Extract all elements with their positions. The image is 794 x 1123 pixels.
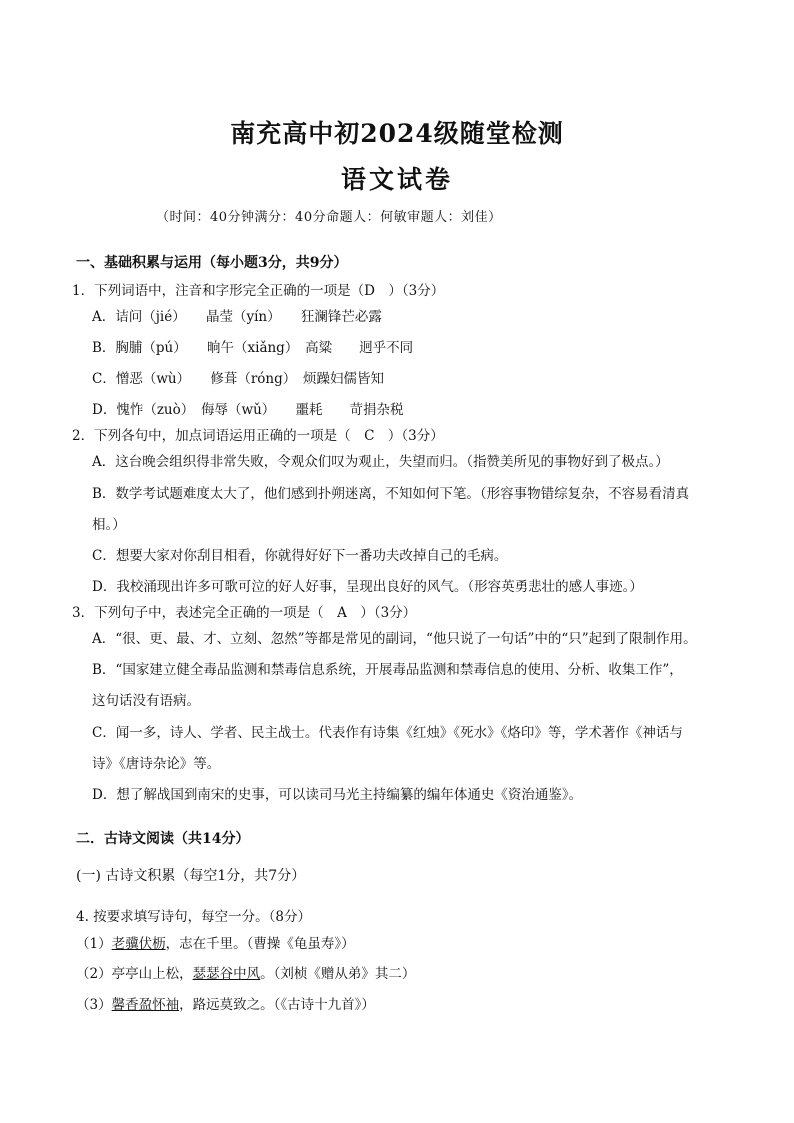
q3-stem: 3．下列句子中，表述完全正确的一项是（ A ）（3分）	[72, 605, 417, 621]
section2-subheading: (一) 古诗文积累（每空1分，共7分）	[76, 868, 306, 884]
q3-option-b-line1: B．“国家建立健全毒品监测和禁毒信息系统，开展毒品监测和禁毒信息的使用、分析、收集工作”，	[92, 662, 683, 678]
q1-option-c: C．憎恶（wù） 修葺（róng） 烦躁妇儒皆知	[92, 371, 384, 387]
q4-line-2-answer: 瑟瑟谷中风	[192, 966, 261, 982]
q4-line-1-prefix: （1）	[76, 936, 112, 952]
q1-option-a: A．诘问（jié） 晶莹（yín） 狂澜锋芒必露	[92, 309, 382, 325]
q4-line-2-prefix: （2）亭亭山上松，	[76, 966, 193, 982]
q4-line-2	[76, 962, 415, 982]
exam-title: 南充高中初2024级随堂检测	[230, 119, 564, 148]
q1-stem: 1．下列词语中，注音和字形完全正确的一项是（D ）（3分）	[72, 283, 445, 299]
q2-option-b-line2: 相。）	[92, 517, 126, 533]
q2-option-d: D．我校涌现出许多可歌可泣的好人好事，呈现出良好的风气。（形容英勇悲壮的感人事迹。）	[92, 579, 643, 595]
q4-stem: 4. 按要求填写诗句，每空一分。（8分）	[76, 909, 312, 925]
q2-option-b-line1: B．数学考试题难度太大了，他们感到扑朔迷离，不知如何下笔。（形容事物错综复杂，不容易看清真	[92, 486, 690, 502]
q2-stem: 2．下列各句中，加点词语运用正确的一项是（ C ）（3分）	[72, 428, 444, 444]
q3-option-d: D．想了解战国到南宋的史事，可以读司马光主持编纂的编年体通史《资治通鉴》。	[92, 787, 583, 803]
q4-line-1-suffix: ，志在千里。（曹操《龟虽寿》）	[165, 936, 355, 952]
q4-line-3-answer: 馨香盈怀袖	[111, 997, 180, 1013]
section2-heading: 二．古诗文阅读（共14分）	[76, 831, 250, 847]
q3-option-c-line1: C．闻一多，诗人、学者、民主战士。代表作有诗集《红烛》《死水》《烙印》等，学术著作《神话与	[92, 725, 683, 741]
exam-subtitle: 语文试卷	[340, 165, 453, 194]
q4-line-3-suffix: ，路远莫致之。（《古诗十九首》）	[179, 997, 375, 1013]
q4-line-3	[76, 993, 375, 1013]
q2-option-a: A．这台晚会组织得非常失败，令观众们叹为观止，失望而归。（指赞美所见的事物好到了极点。）	[92, 454, 669, 470]
q2-option-c: C．想要大家对你刮目相看，你就得好好下一番功夫改掉自己的毛病。	[92, 548, 508, 564]
q3-option-a: A．“很、更、最、才、立刻、忽然”等都是常见的副词，“他只说了一句话”中的“只”起到了限制作用。	[92, 631, 697, 647]
q4-line-2-suffix: 。（刘桢《赠从弟》其二）	[260, 966, 416, 982]
exam-info: （时间：40分钟满分：40分命题人：何敏审题人：刘佳）	[156, 210, 502, 225]
q4-line-1-answer: 老骥伏枥	[111, 936, 166, 952]
q1-option-b: B．胸脯（pú） 晌午（xiǎng） 高粱 迥乎不同	[92, 340, 414, 356]
q1-option-d: D．愧怍（zuò） 侮辱（wǔ） 噩耗 苛捐杂税	[92, 402, 404, 418]
q4-line-1	[76, 932, 355, 952]
q3-option-b-line2: 这句话没有语病。	[92, 693, 200, 709]
q4-line-3-prefix: （3）	[76, 997, 112, 1013]
section1-heading: 一、基础积累与运用（每小题3分，共9分）	[76, 255, 348, 271]
q3-option-c-line2: 诗》《唐诗杂论》等。	[92, 756, 221, 772]
